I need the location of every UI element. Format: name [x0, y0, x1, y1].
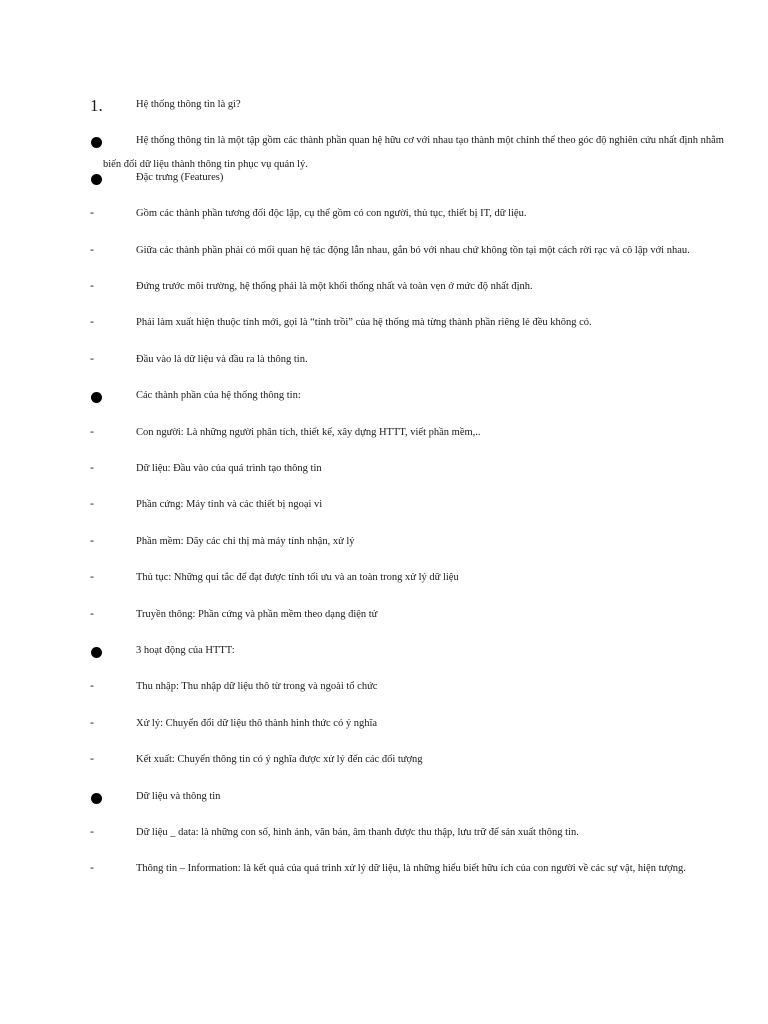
item-text: Hệ thống thông tin là gì? — [136, 99, 241, 110]
bullet-icon — [91, 137, 102, 148]
item-text: Phần cứng: Máy tính và các thiết bị ngoại vi — [136, 499, 323, 510]
item-text: Các thành phần của hệ thống thông tin: — [136, 390, 301, 401]
item-text: Đứng trước môi trường, hệ thống phải là một khối thống nhất và toàn vẹn ở mức độ nhất định. — [136, 281, 533, 292]
dash-marker: - — [90, 751, 94, 765]
item-text: Thông tin – Information: là kết quả của quá trình xử lý dữ liệu, là những hiểu biết hữu ích của con người về các sự vật, hiện tượng. — [136, 863, 686, 874]
dash-marker: - — [90, 278, 94, 292]
item-text: Phần mềm: Dãy các chỉ thị mà máy tính nhận, xử lý — [136, 536, 355, 547]
item-text: Con người: Là những người phân tích, thiết kế, xây dựng HTTT, viết phần mềm,.. — [136, 427, 481, 438]
item-text: Giữa các thành phần phải có mối quan hệ tác động lẫn nhau, gắn bó với nhau chứ không tồn tại một cách rời rạc và cô lập với nhau. — [136, 245, 690, 256]
bullet-icon — [91, 392, 102, 403]
dash-marker: - — [90, 242, 94, 256]
item-text: Đầu vào là dữ liệu và đầu ra là thông tin. — [136, 354, 308, 365]
item-text-continuation: biến đổi dữ liệu thành thông tin phục vụ quản lý. — [103, 159, 308, 170]
item-text: Dữ liệu: Đầu vào của quá trình tạo thông tin — [136, 463, 322, 474]
item-text: Thu nhập: Thu nhập dữ liệu thô từ trong và ngoài tổ chức — [136, 681, 378, 692]
dash-marker: - — [90, 205, 94, 219]
dash-marker: - — [90, 351, 94, 365]
dash-marker: - — [90, 606, 94, 620]
item-text: Đặc trưng (Features) — [136, 172, 224, 183]
item-text: Xử lý: Chuyển đổi dữ liệu thô thành hình thức có ý nghĩa — [136, 718, 378, 729]
dash-marker: - — [90, 824, 94, 838]
bullet-icon — [91, 647, 102, 658]
item-text: Kết xuất: Chuyển thông tin có ý nghĩa được xử lý đến các đối tượng — [136, 754, 423, 765]
dash-marker: - — [90, 678, 94, 692]
item-text: Hệ thống thông tin là một tập gồm các thành phần quan hệ hữu cơ với nhau tạo thành một chỉnh thể theo góc độ nghiên cứu nhất định nhằm — [136, 135, 724, 146]
item-text: Truyền thông: Phần cứng và phần mềm theo dạng điện tử — [136, 609, 378, 620]
item-text: 3 hoạt động của HTTT: — [136, 645, 235, 656]
bullet-icon — [91, 793, 102, 804]
dash-marker: - — [90, 533, 94, 547]
dash-marker: - — [90, 460, 94, 474]
item-text: Dữ liệu và thông tin — [136, 791, 221, 802]
dash-marker: - — [90, 569, 94, 583]
list-number: 1. — [90, 96, 103, 115]
dash-marker: - — [90, 314, 94, 328]
dash-marker: - — [90, 424, 94, 438]
item-text: Thủ tục: Những qui tắc để đạt được tính tối ưu và an toàn trong xử lý dữ liệu — [136, 572, 459, 583]
bullet-icon — [91, 174, 102, 185]
item-text: Phải làm xuất hiện thuộc tính mới, gọi là “tính trồi” của hệ thống mà từng thành phần riêng lẻ đều không có. — [136, 317, 592, 328]
item-text: Dữ liệu _ data: là những con số, hình ảnh, văn bản, âm thanh được thu thập, lưu trữ để sản xuất thông tin. — [136, 827, 579, 838]
item-text: Gồm các thành phần tương đối độc lập, cụ thể gồm có con người, thủ tục, thiết bị IT, dữ liệu. — [136, 208, 527, 219]
dash-marker: - — [90, 496, 94, 510]
dash-marker: - — [90, 715, 94, 729]
dash-marker: - — [90, 860, 94, 874]
